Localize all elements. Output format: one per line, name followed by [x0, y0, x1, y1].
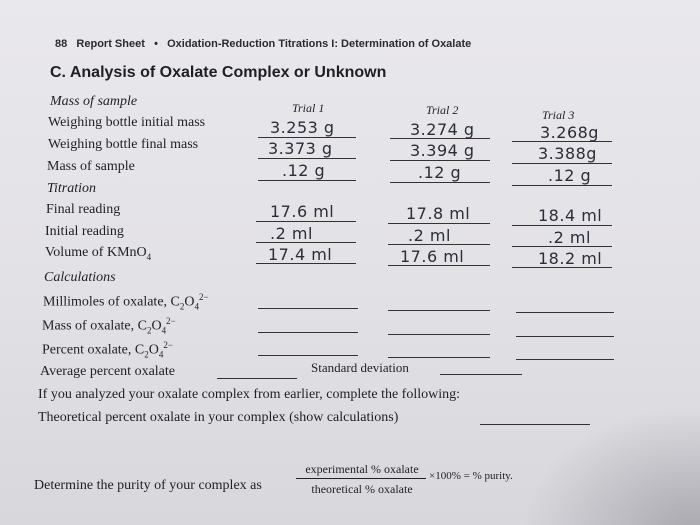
trial-1-sample-mass: .12 g [282, 161, 326, 180]
answer-line [256, 221, 356, 222]
final-reading-label: Final reading [46, 202, 121, 217]
answer-line [516, 312, 614, 313]
answer-line [390, 182, 490, 183]
theoretical-percent-label: Theoretical percent oxalate in your complex (show calculations) [38, 410, 399, 425]
sheet-label: Report Sheet [76, 38, 145, 50]
answer-line [258, 137, 356, 138]
fraction-bar [296, 478, 426, 479]
answer-line [512, 185, 612, 186]
answer-line [440, 374, 522, 375]
trial-3-sample-mass: .12 g [548, 166, 592, 185]
kmno4-volume-label: Volume of KMnO$_4$ [45, 245, 152, 262]
purity-formula-tail: ×100% = % purity. [429, 470, 513, 482]
sample-mass-label: Mass of sample [47, 159, 135, 174]
answer-line [258, 308, 358, 309]
standard-deviation-label: Standard deviation [311, 360, 409, 375]
purity-label: Determine the purity of your complex as [34, 478, 262, 493]
titration-heading: Titration [47, 181, 97, 196]
trial-2-initial-mass: 3.274 g [410, 120, 475, 139]
page-number: 88 [55, 38, 68, 50]
mass-oxalate-label: Mass of oxalate, $C_2O_4^{2-}$ [42, 316, 176, 336]
trial-2-initial-reading: .2 ml [408, 226, 451, 245]
answer-line [480, 424, 590, 425]
answer-line [258, 180, 356, 181]
percent-oxalate-label: Percent oxalate, $C_2O_4^{2-}$ [42, 340, 173, 360]
followup-intro: If you analyzed your oxalate complex from earlier, complete the following: [38, 387, 461, 402]
trial-3-initial-mass: 3.268g [540, 123, 599, 142]
page-shadow [520, 405, 700, 525]
trial-2-final-reading: 17.8 ml [406, 204, 471, 223]
section-title: C. Analysis of Oxalate Complex or Unknown [50, 64, 387, 81]
trial-3-header: Trial 3 [542, 108, 575, 122]
purity-numerator: experimental % oxalate [305, 462, 419, 476]
answer-line [388, 310, 490, 311]
trial-1-final-mass: 3.373 g [268, 139, 333, 158]
trial-3-volume: 18.2 ml [538, 249, 603, 268]
trial-2-sample-mass: .12 g [418, 163, 462, 182]
trial-1-header: Trial 1 [292, 101, 325, 115]
answer-line [388, 223, 490, 224]
final-mass-label: Weighing bottle final mass [48, 137, 199, 152]
answer-line [390, 160, 490, 161]
answer-line [512, 225, 612, 226]
initial-reading-label: Initial reading [45, 224, 124, 239]
average-percent-label: Average percent oxalate [40, 364, 175, 379]
purity-denominator: theoretical % oxalate [311, 482, 413, 496]
trial-2-volume: 17.6 ml [400, 247, 465, 266]
answer-line [258, 332, 358, 333]
trial-2-final-mass: 3.394 g [410, 141, 475, 160]
answer-line [512, 163, 612, 164]
trial-1-volume: 17.4 ml [268, 245, 333, 264]
trial-2-header: Trial 2 [426, 103, 459, 117]
mass-heading: Mass of sample [50, 94, 138, 109]
trial-3-initial-reading: .2 ml [548, 228, 591, 247]
trial-1-final-reading: 17.6 ml [270, 202, 335, 221]
answer-line [516, 359, 614, 360]
header-bullet: • [154, 38, 158, 50]
answer-line [388, 357, 490, 358]
running-header [55, 38, 471, 50]
initial-mass-label: Weighing bottle initial mass [48, 115, 206, 130]
calculations-heading: Calculations [44, 270, 116, 285]
answer-line [388, 334, 490, 335]
answer-line [516, 336, 614, 337]
experiment-title: Oxidation-Reduction Titrations I: Determination of Oxalate [167, 38, 472, 50]
trial-3-final-reading: 18.4 ml [538, 206, 603, 225]
millimoles-oxalate-label: Millimoles of oxalate, $C_2O_4^{2-}$ [43, 292, 209, 312]
trial-1-initial-mass: 3.253 g [270, 118, 335, 137]
trial-3-final-mass: 3.388g [538, 144, 597, 163]
answer-line [258, 355, 358, 356]
answer-line [217, 378, 297, 379]
answer-line [258, 158, 356, 159]
trial-1-initial-reading: .2 ml [270, 224, 313, 243]
